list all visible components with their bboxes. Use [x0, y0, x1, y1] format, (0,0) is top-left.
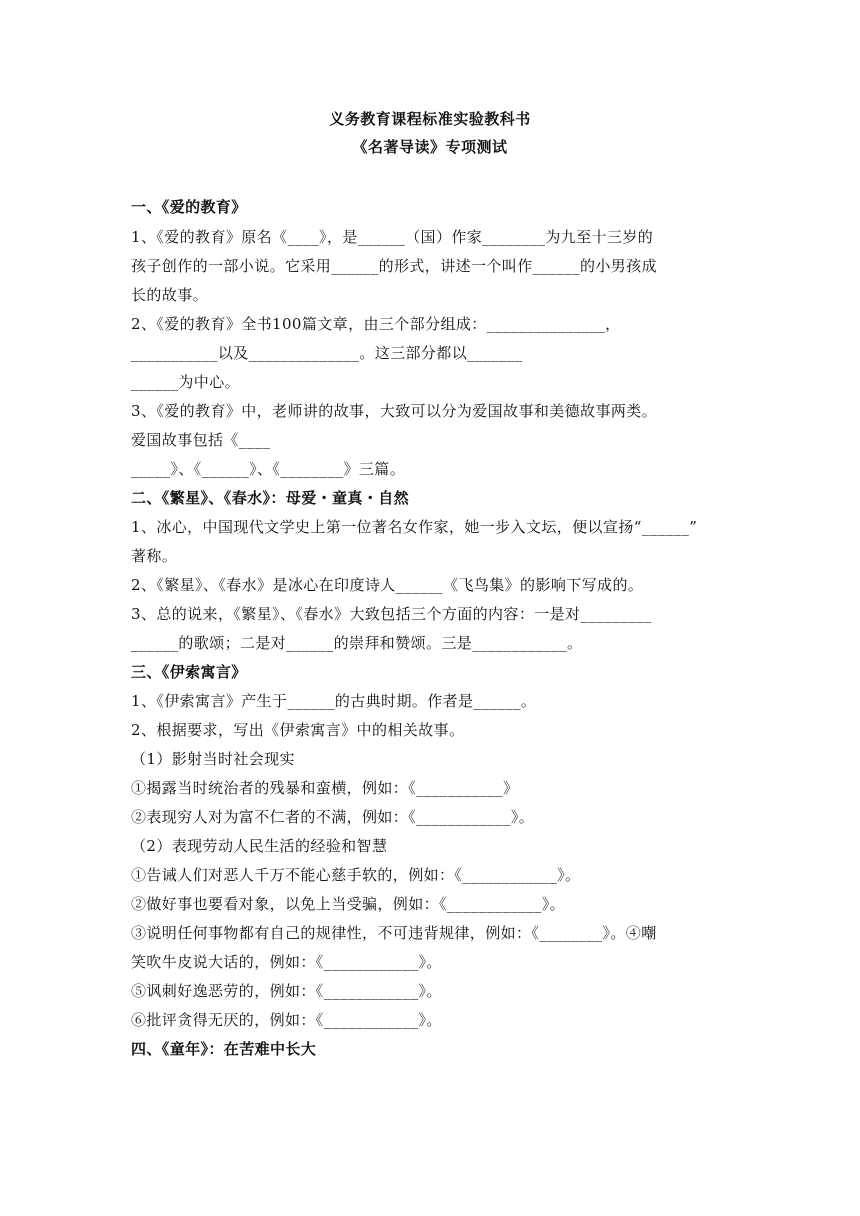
text-line: _____》、《______》、《________》三篇。 — [131, 460, 406, 478]
text-line: 2、根据要求，写出《伊索寓言》中的相关故事。 — [131, 721, 465, 739]
text-line: 2、《爱的教育》全书100篇文章，由三个部分组成：_______________， — [131, 315, 621, 333]
text-line: 3、总的说来，《繁星》、《春水》大致包括三个方面的内容：一是对_________ — [131, 605, 652, 623]
text-line: ⑥批评贪得无厌的，例如：《____________》。 — [131, 1011, 442, 1029]
text-line: 3、《爱的教育》中，老师讲的故事，大致可以分为爱国故事和美德故事两类。 — [131, 402, 658, 420]
text-line: 孩子创作的一部小说。它采用______的形式，讲述一个叫作______的小男孩成 — [131, 257, 658, 275]
section-heading-4: 四、《童年》：在苦难中长大 — [131, 1040, 317, 1058]
text-line: ⑤讽刺好逸恶劳的，例如：《____________》。 — [131, 982, 442, 1000]
text-line: 1、《伊索寓言》产生于______的古典时期。作者是______。 — [131, 692, 537, 710]
text-line: 2、《繁星》、《春水》是冰心在印度诗人______《飞鸟集》的影响下写成的。 — [131, 576, 644, 594]
text-line: ③说明任何事物都有自己的规律性，不可违背规律，例如：《________》。④嘲 — [131, 924, 657, 942]
text-line: 1、《爱的教育》原名《____》，是______（国）作家________为九至十三岁的 — [131, 228, 654, 246]
text-line: 爱国故事包括《____ — [131, 431, 271, 449]
text-line: ②做好事也要看对象，以免上当受骗，例如：《____________》。 — [131, 895, 566, 913]
text-line: ___________以及______________。这三部分都以_______ — [131, 344, 523, 362]
text-line: 长的故事。 — [131, 286, 209, 304]
text-line: ②表现穷人对为富不仁者的不满，例如：《____________》。 — [131, 808, 535, 826]
doc-title: 义务教育课程标准实验教科书 — [329, 110, 531, 128]
doc-subtitle: 《名著导读》专项测试 — [352, 138, 508, 156]
text-line: 笑吹牛皮说大话的，例如：《____________》。 — [131, 953, 442, 971]
section-heading-2: 二、《繁星》、《春水》：母爱・童真・自然 — [131, 489, 410, 507]
text-line: 著称。 — [131, 547, 178, 565]
text-line: （1）影射当时社会现实 — [131, 750, 295, 768]
text-line: ______的歌颂；二是对______的崇拜和赞颂。三是____________。 — [131, 634, 583, 652]
text-line: ①揭露当时统治者的残暴和蛮横，例如：《___________》 — [131, 779, 519, 797]
section-heading-3: 三、《伊索寓言》 — [131, 663, 247, 681]
text-line: ______为中心。 — [131, 373, 241, 391]
text-line: （2）表现劳动人民生活的经验和智慧 — [131, 837, 388, 855]
text-line: 1、冰心，中国现代文学史上第一位著名女作家，她一步入文坛，便以宣扬“______” — [131, 518, 698, 536]
section-heading-1: 一、《爱的教育》 — [131, 198, 247, 216]
text-line: ①告诫人们对恶人千万不能心慈手软的，例如：《____________》。 — [131, 866, 581, 884]
